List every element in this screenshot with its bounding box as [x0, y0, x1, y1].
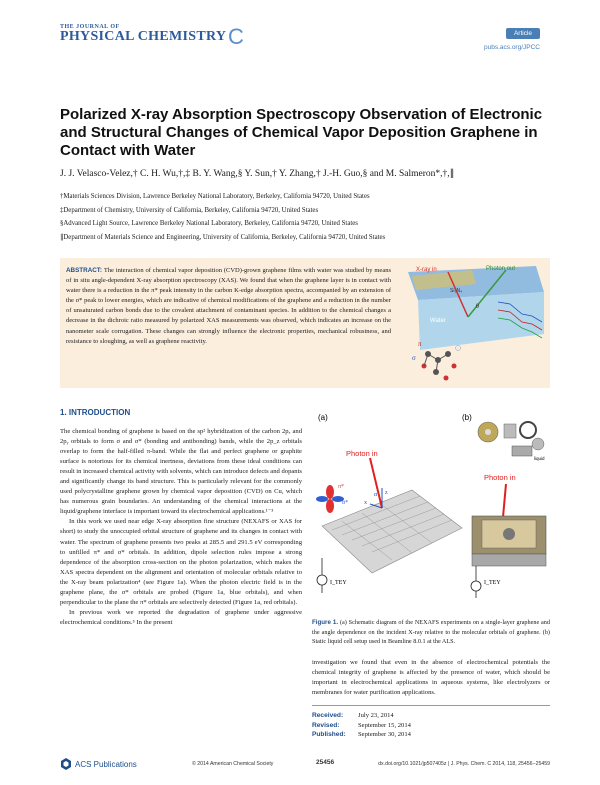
liquid-cell-parts — [478, 422, 544, 456]
cell-base — [472, 554, 546, 566]
ammeter-icon — [471, 581, 481, 591]
author-list: J. J. Velasco-Velez,† C. H. Wu,†,‡ B. Y. Wang,§ Y. Sun,† Y. Zhang,† J.-H. Guo,§ and M. Salmeron*,†,∥ — [60, 169, 455, 179]
doi-link[interactable]: dx.doi.org/10.1021/jp507405z | J. Phys. Chem. C 2014, 118, 25456−25459 — [378, 761, 550, 767]
publisher-name: ACS Publications — [75, 759, 137, 769]
alpha-label: α — [374, 492, 378, 498]
journal-logo — [60, 24, 260, 49]
abstract-box — [60, 258, 550, 388]
panel-a-label: (a) — [318, 413, 328, 422]
toc-sigma-label: σ — [412, 354, 416, 362]
z-label: z — [385, 490, 388, 496]
date-row: Revised: September 15, 2014 — [312, 721, 411, 729]
affiliations — [60, 190, 540, 244]
pi-orbital-icon — [326, 499, 334, 513]
publisher-logo — [60, 758, 137, 770]
ammeter-icon — [317, 575, 327, 585]
x-label: x — [364, 500, 367, 506]
abstract-label: ABSTRACT: — [66, 267, 103, 274]
pi-star-label: π* — [338, 484, 345, 490]
figure-1 — [312, 408, 550, 608]
journal-letter: C — [228, 24, 244, 49]
toc-graphic — [398, 262, 546, 384]
body-paragraph: In this work we used near edge X-ray absorption fine structure (NEXAFS or XAS for short) to study the unoccupied orbital structure of graphene and its changes in contact with water. The spectrum of graphene presents two peaks at 285.5 and 291.5 eV corresponding to unfilled π* and σ* orbitals. In addition, dipole selection rules impose a strong dependence of the absorption cross-section on the photon polarization, which makes the XAS spectra dependent on the alignment and orientation of molecular orbitals relative to the X-ray beam polarization⁴ (see Figure 1a). When the photon electric field is in the graphene plane, the σ* orbitals are probed (Figure 1a, blue orbitals), and when perpendicular to the plane the π* orbitals are selectively detected (Figure 1a, red orbitals). — [60, 518, 302, 606]
journal-prefix: THE JOURNAL OF — [60, 24, 120, 30]
sigma-orbital-icon — [316, 496, 328, 502]
date-row: Received: July 23, 2014 — [312, 712, 394, 719]
panel-b-label: (b) — [462, 413, 472, 422]
page-number: 25456 — [316, 759, 335, 766]
page-footer — [60, 758, 550, 772]
body-paragraph: In previous work we reported the degradation of graphene under aggressive electrochemical conditions.⁵ In the present — [60, 608, 302, 626]
liquid-label: liquid — [534, 456, 545, 461]
affiliation: ∥Department of Materials Science and Engineering, University of California, Berkeley, California 94720, United States — [60, 233, 386, 241]
cell-port — [503, 528, 515, 540]
journal-url-link[interactable]: pubs.acs.org/JPCC — [484, 44, 540, 51]
toc-xray-label: X-ray in — [416, 267, 437, 273]
figure-caption — [312, 618, 550, 647]
body-paragraph: The chemical bonding of graphene is based on the sp² hybridization of the carbon 2pₓ and 2pᵧ orbitals to form σ and σ* (bonding and antibonding) bands, while the 2p_z orbitals overlap to form the half-filled π-band. While the flat and perfect graphene or graphite surface is notorious for its chemical inertness, deviations from these ideal conditions can result in increased chemical activity with solvents, which can introduce defects and dopants and significantly change its band structure. This is particularly relevant for the commonly used polycrystalline graphene grown by chemical vapor deposition (CVD) on Cu, which has numerous grain boundaries. An understanding of the chemical interactions at the liquid/graphene interface is important toward its electrochemical applications.¹⁻³ — [60, 428, 302, 516]
section-heading: 1. INTRODUCTION — [60, 408, 131, 417]
photon-in-label-a: Photon in — [346, 449, 378, 458]
sigma-star-label: σ* — [342, 500, 349, 506]
toc-photon-label: Photon out — [486, 266, 516, 272]
photon-in-label-b: Photon in — [484, 473, 516, 482]
toc-theta-label: θ — [476, 304, 479, 310]
copyright: © 2014 American Chemical Society — [192, 761, 274, 767]
caption-label: Figure 1. — [312, 619, 339, 626]
toc-water-label: Water — [430, 318, 446, 324]
journal-name: PHYSICAL CHEMISTRY — [60, 29, 227, 44]
date-row: Published: September 30, 2014 — [312, 731, 411, 739]
affiliation: †Materials Sciences Division, Lawrence Berkeley National Laboratory, Berkeley, California 94720, United States — [60, 193, 370, 200]
article-type-badge: Article — [506, 28, 540, 39]
abstract-text: The interaction of chemical vapor deposition (CVD)-grown graphene films with water was studied by means of in situ angle-dependent X-ray absorption spectroscopy (XAS). We found that when the graphene layer is in contact with water there is a reduction in the π* peak intensity in the carbon K-edge absorption spectra, accompanied by an extension of the σ* peak to lower energies, which are indicative of chemical modifications of the graphene and a reduction in the number of unsaturated carbon bonds due to the covalent attachment of contaminant species. In addition to the chemical changes a decrease in the dichroic ratio measured by polarized XAS measurements was observed, which indicates an increase on the nanometer scale corrugation. These changes can strongly influence the electronic properties, mechanical robustness, and resistance to sloughing, as well as graphene reactivity. — [66, 267, 391, 345]
abstract — [66, 266, 391, 347]
pi-orbital-icon — [326, 485, 334, 499]
body-paragraph-right: investigation we found that even in the absence of electrochemical potentials the chemical integrity of graphene is affected by the presence of water, which should be important in electrochemical applications in aqueous systems, like electrolyzers or membranes for water purification applications. — [312, 659, 550, 697]
caption-text: (a) Schematic diagram of the NEXAFS experiments on a single-layer graphene and the angle dependence on the incident X-ray relative to the molecular orbitals of graphene. (b) Static liquid cell setup used in Beamline 8.0.1 at the ALS. — [312, 619, 550, 646]
intro-column — [60, 408, 302, 628]
toc-pi-label: π — [418, 340, 422, 348]
affiliation: ‡Department of Chemistry, University of California, Berkeley, California 94720, United States — [60, 206, 319, 214]
publication-dates — [312, 705, 550, 740]
toc-sin-label: Si₃N₄ — [450, 288, 463, 294]
affiliation: §Advanced Light Source, Lawrence Berkeley National Laboratory, Berkeley, California 94720, United States — [60, 220, 358, 227]
paper-title: Polarized X-ray Absorption Spectroscopy Observation of Electronic and Structural Changes of Chemical Vapor Deposition Graphene in Contact with Water — [60, 106, 543, 159]
acs-hexagon-icon — [60, 758, 72, 770]
i-tey-label-b: I_TEY — [484, 580, 501, 586]
photon-beam-a — [370, 458, 382, 508]
toc-molecule — [422, 346, 461, 381]
i-tey-label-a: I_TEY — [330, 580, 347, 586]
